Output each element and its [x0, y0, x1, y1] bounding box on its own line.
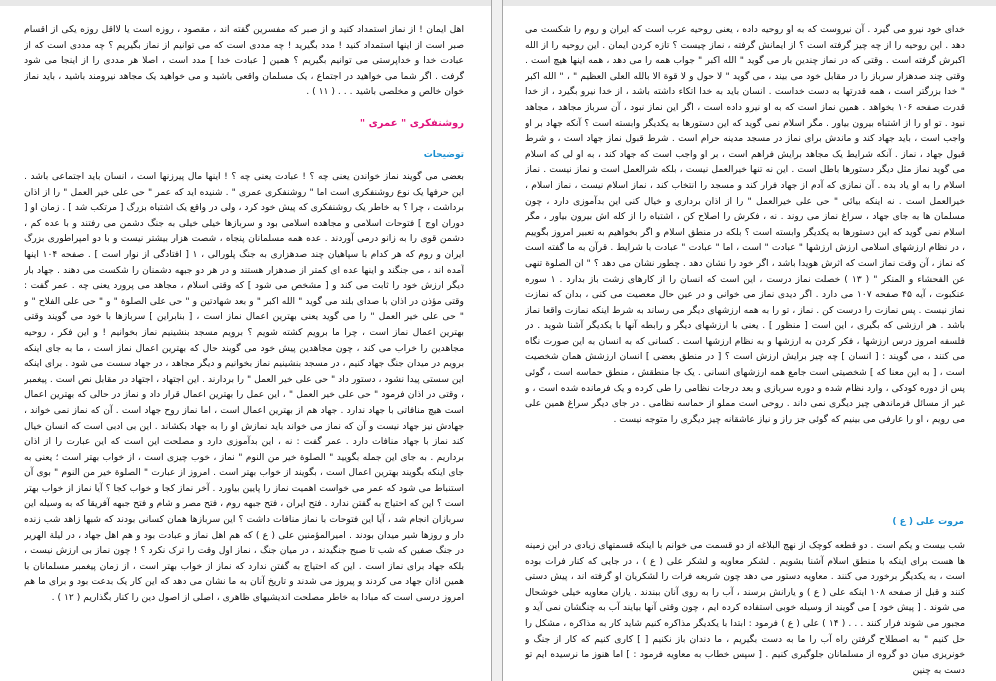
right-body-paragraph-2: شب بیست و یکم است . دو قطعه کوچک از نهج البلاغه از دو قسمت می خوانم با اینکه قسمتهای زیادی در این زمینه ها هست برای اینکه با منطق اسلام آشنا بشویم . لشکر معاویه و لشکر علی ( ع ) ، در جایی که کنار فرات بوده است ، به یکدیگر برخورد می کنند . معاویه دستور می دهد چون شریعه فرات را لشکریان او گرفته اند ، پیش دستی کنند و قبل از صفحه ۱۰۸ اینکه علی ( ع ) و یارانش برسند ، آب را به روی آنان ببندند . یاران معاویه خیلی خوشحال می شوند . [ پیش خود ] می گویند از وسیله خوبی استفاده کرده ایم ، چون وقتی آنها بیایند آب به چنگشان نمی آید و مجبور می شوند فرار کنند . . . ( ۱۴ ) علی ( ع ) فرمود : ابتدا با یکدیگر مذاکره کنیم شاید کار به مذاکره ، مشکل را حل کنیم " به اصطلاح گرفتن راه آب را ما به دست بگیریم ، ما دندان باز نکنیم [ ] کاری کنیم که کار از جنگ و خونریزی میان دو گروه از مسلمانان جلوگیری کنیم . [ سپس خطاب به معاویه فرمود : ] اما هنوز ما نرسیده ایم تو دست به چنین — [525, 540, 965, 676]
left-section-heading: روشنفکری " عمری " — [359, 118, 464, 129]
left-body-paragraph: بعضی می گویند نماز خواندن یعنی چه ؟ ! عبادت یعنی چه ؟ ! اینها مال پیرزنها است ، انسان باید اجتماعی باشد . این حرفها یک نوع روشنفکری است اما " روشنفکری عمری " . شنیده اید که عمر " حی علی خیر العمل " را از اذان برداشت ، چرا ؟ به خاطر یک روشنفکری که پیش خود کرد ، ولی در واقع یک اشتباه بزرگ [ مرتکب شد ] . زمان او [ دوران اوج ] فتوحات اسلامی و مجاهده اسلامی بود و سربازها خیلی خیلی به جنگ دشمن می رفتند و با عده کم ، دشمن قوی را به زانو درمی آوردند . عده همه مسلمانان پنجاه ، شصت هزار بیشتر نیست و با دو امپراطوری بزرگ ایران و روم که هر کدام با سپاهیان چند صدهزاری به جنگ پلورالی ، ۱ [ افتادگی از نوار است ] . صفحه ۱۰۴ اینها آمده اند ، می جنگند و اینها عده ای کمتر از صدهزار هستند و در هر دو جبهه دشمنان را شکست می دهند . جهاد بار دیگر ارزش خود را ثابت می کند و [ مشخص می شود ] که وقتی اسلام ، مجاهد می پرورد یعنی چه . عمر گفت : وقتی مؤذن در اذان با صدای بلند می گوید " الله اکبر " و بعد شهادتین و " حی علی الصلوة " و " حی علی الفلاح " و " حی علی خیر العمل " را می گوید یعنی بهترین اعمال نماز است ، [ بنابراین ] سربازها با خود می گویند وقتی بهترین اعمال نماز است ، چرا ما برویم کشته شویم ؟ برویم مسجد بنشینیم نماز بخوانیم ! و این فکر ، روحیه مجاهدین را خراب می کند ، چون مجاهدین پیش خود می گویند حال که بهترین اعمال نماز است ، ما به جای اینکه برویم در میدان جنگ جهاد کنیم ، در مسجد بنشینیم نماز بخوانیم و دیگر مجاهد ، در جهاد سست می شود . برای اینکه این سستی پیدا نشود ، دستور داد " حی علی خیر العمل " را بردارند . این اجتهاد ، اجتهاد در مقابل نص است . پیغمبر ، وقتی در اذان فرمود " حی علی خیر العمل " ، این عمل را بهترین اعمال قرار داد و نماز در حالی که بهترین اعمال است هیچ منافاتی با جهاد ندارد . جهاد هم از بهترین اعمال است ، اما نماز روح جهاد است . آن که نماز نمی خواند ، جهادش نیز جهاد نیست و آن که نماز می خواند باید نمازش او را به جهاد بکشاند . این بی ادبی است که انسان خیال کند نماز با جهاد منافات دارد . عمر گفت : نه ، این بدآموزی دارد و مصلحت این است که این عبارت را از اذان برداریم . به جای این جمله بگویید " الصلوة خیر من النوم " نماز ، خوب چیزی است ، از خواب بهتر است ؛ یعنی به جای اینکه بگویند بهترین اعمال است ، بگویند از خواب بهتر است . امروز از عبارت " الصلوة خیر من النوم " بوی آن استنباط می شود که عمر می خواست اهمیت نماز را پایین بیاورد . آخر نماز کجا و خواب کجا ؟ آیا نماز از خواب بهتر است ؟ این که احتیاج به گفتن ندارد . فتح ایران ، فتح جبهه روم ، فتح مصر و شام و فتح جبهه آفریقا که به وسیله این سربازان انجام شد ، آیا این فتوحات با نماز منافات داشت ؟ این سربازها همان کسانی بودند که شبها زاهد شب زنده دار و روزها شیر میدان بودند . امیرالمؤمنین علی ( ع ) که هم اهل نماز و عبادت بود و هم اهل جهاد ، در لیلة الهریر در جنگ صفین که شب تا صبح جنگیدند ، در میان جنگ ، نماز اول وقت را ترک نکرد ؟ ! چون نماز بی ارزش نیست ، بلکه جهاد برای نماز است . این که احتیاج به گفتن ندارد که نماز از خواب بهتر است ، از زمان پیغمبر مسلمانان با همین اذان جهاد می کردند و پیروز می شدند و تاریخ آنان به ما نشان می دهد که این کار یک بدعت بود و برای ما هم امروز درسی است که مبادا به خاطر مصلحت اندیشیهای ظاهری ، اصلی از اصول دین را کنار بگذاریم ( ۱۲ ) . — [24, 171, 464, 604]
left-intro-paragraph: اهل ایمان ! از نماز استمداد کنید و از صبر که مفسرین گفته اند ، مقصود ، روزه است یا لااقل روزه یکی از اقسام صبر است از اینها استمداد کنید ! مدد بگیرید ! چه مددی است که می توانیم از نماز بگیریم ؟ چه مددی است که از عبادت خدا و خداپرستی می توانیم بگیریم ؟ همین [ عبادت خدا ] مدد است ، اصلا هر مددی را از اینجا می شود گرفت . اگر شما می خواهید در اجتماع ، یک مسلمان واقعی باشید و می خواهید یک مجاهد نیرومند باشید ، باید نماز خوان خالص و مخلصی باشید . . . ( ۱۱ ) . — [24, 24, 464, 98]
right-section-heading: مروت علی ( ع ) — [892, 517, 964, 527]
page-gutter — [491, 0, 503, 681]
right-page — [503, 6, 996, 681]
right-body-paragraph: خدای خود نیرو می گیرد . آن نیروست که به او روحیه داده ، یعنی روحیه عرب است که ایران و روم را شکست می دهد . این روحیه را از چه چیز گرفته است ؟ از ایمانش گرفته ، نماز چیست ؟ تازه کردن ایمان . این روحیه را از الله اکبرش گرفته است . وقتی که در نماز چندین بار می گوید " الله اکبر " جواب همه را می دهد ، همه اینها هیچ است . وقتی چند صدهزار سرباز را در مقابل خود می بیند ، می گوید " لا حول و لا قوة الا بالله العلی العظیم " ، " الله اکبر " خدا بزرگتر است ، همه قدرتها به دست خداست . انسان باید به خدا اتکاء داشته باشد ، از خدا نیرو بگیرد ، از خدا قدرت صفحه ۱۰۶ بخواهد . همین نماز است که به او نیرو داده است ، اگر این نماز نبود ، آن سرباز مجاهد ، مجاهد نبود . تو او را از اشتباه بیرون بیاور . مگر اسلام نمی گوید که این دستورها به یکدیگر وابسته است ؟ آنکه جهاد بر او واجب است ، باید جهاد کند و ماندش برای نماز در مسجد مدینه حرام است . شرط قبول نماز جهاد است ، و شرط قبول جهاد ، نماز . آنکه شرایط یک مجاهد برایش فراهم است ، بر او واجب است که جهاد کند ، به او لی که اسلام می گوید نماز مثل دیگر دستورها باطل است . این نه تنها خیرالعمل نیست ، بلکه شرالعمل است و نماز نیست . نماز اسلام را به او یاد بده . آن نمازی که آدم از جهاد فرار کند و مسجد را انتخاب کند ، نماز اسلام نیست ، نماز اسلام ، خیرالعمل است . نه اینکه بیائی " حی علی خیرالعمل " را از اذان برداری و خیال کنی این بدآموزی دارد ، چون مسلمان ها به جای جهاد ، سراغ نماز می روند . نه ، فکرش را اصلاح کن ، اشتباه را از کله اش بیرون بیاور ، مگر اسلام نمی گوید که این دستورها به یکدیگر وابسته است ؟ بلکه در منطق اسلام و اگر بخواهیم به تعبیر امروز بگوییم ، در نظام ارزشهای اسلامی ارزش ارزشها " عبادت " است ، اما " عبادت " عبادت با شرایط . قرآن به ما گفته است که نماز ، آن وقت نماز است که اثرش هویدا باشد ، اگر خود را نشان دهد . چطور نشان می دهد ؟ " ان الصلوة تنهی عن الفحشاء و المنکر " ( ۱۳ ) خصلت نماز درست ، این است که انسان را از کارهای زشت باز بدارد . ۱ سوره عنکبوت ، آیه ۴۵ صفحه ۱۰۷ می دارد . اگر دیدی نماز می خوانی و در عین حال معصیت می کنی ، بدان که نمازت نماز نیست . پس نمازت را درست کن . نماز ، تو را به همه ارزشهای دیگر می رساند به شرط اینکه نمازت واقعا نماز باشد . هر ارزشی که بگیری ، این است [ منظور ] . یعنی با ارزشهای دیگر و رابطه آنها با یکدیگر آشنا شوید . در فلسفه امروز درس ارزشها ، فکر کردن به ارزشها و به نظام ارزشها است . کسانی که به انسان به این صورت نگاه می کنند ، می گویند : [ انسان ] چه چیز برایش ارزش است ؟ [ در منطق بعضی ] انسان ارزشش همان شخصیت است ، [ به این معنا که ] شخصیتی است جامع همه ارزشهای انسانی . یک جا منطقش ، منطق حماسه است ، گوئی پس از دوره کودکی ، وارد نظام شده و دوره سربازی و بعد درجات نظامی را طی کرده و یک فرمانده شده است ، و غیر از مسائل فرماندهی چیز دیگری نمی داند . روحی است مملو از حماسه نظامی . در جای دیگر سراغ همین علی می رویم ، او را عارفی می بینیم که گوئی جز راز و نیاز عاشقانه چیز دیگری را متوجه نیست . — [525, 24, 965, 425]
left-subheading: توضیحات — [423, 150, 464, 160]
left-page — [0, 6, 491, 681]
